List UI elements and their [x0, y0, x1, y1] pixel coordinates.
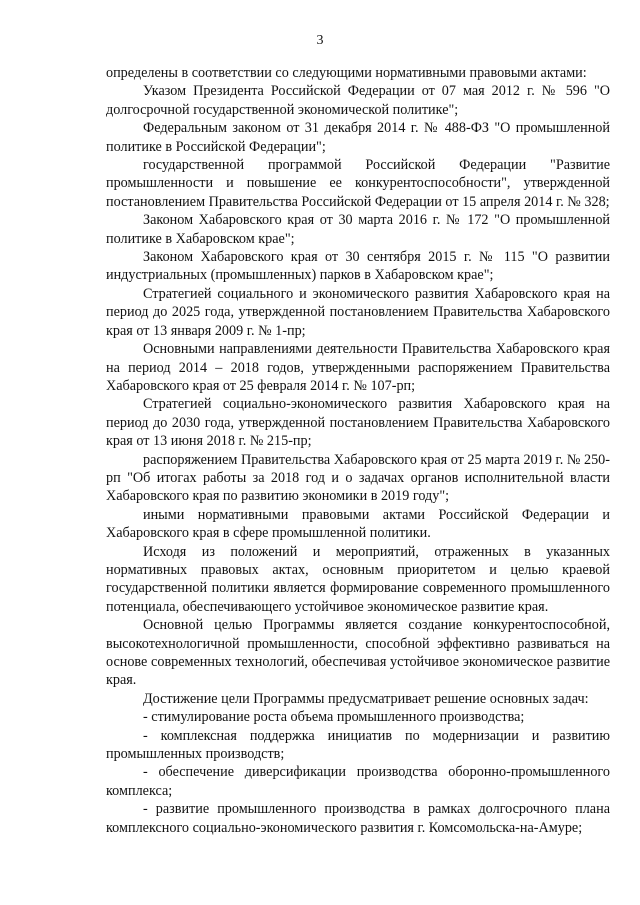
- paragraph: Основными направлениями деятельности Правительства Хабаровского края на период 2014 – 2018 годов, утвержденными распоряжением Правительства Хабаровского края от 25 февраля 2014 г. № 107-рп;: [106, 341, 610, 394]
- list-item: - обеспечение диверсификации производства оборонно-промышленного комплекса;: [106, 764, 610, 799]
- paragraph: Федеральным законом от 31 декабря 2014 г. № 488-ФЗ "О промышленной политике в Российской Федерации";: [106, 120, 610, 155]
- paragraph: государственной программой Российской Федерации "Развитие промышленности и повышение ее конкурентоспособности", утвержденной постановлением Правительства Российской Федерации от 15 апреля 2014 г. № 328;: [106, 157, 610, 210]
- paragraph: Законом Хабаровского края от 30 сентября 2015 г. № 115 "О развитии индустриальных (промышленных) парков в Хабаровском крае";: [106, 249, 610, 284]
- list-item: - комплексная поддержка инициатив по модернизации и развитию промышленных производств;: [106, 727, 610, 763]
- page-number: 3: [316, 33, 324, 48]
- paragraph: Законом Хабаровского края от 30 марта 2016 г. № 172 "О промышленной политике в Хабаровском крае";: [106, 212, 610, 247]
- list-item: - стимулирование роста объема промышленного производства;: [143, 709, 525, 726]
- document-body: [106, 64, 610, 837]
- paragraph: определены в соответствии со следующими нормативными правовыми актами:: [106, 65, 587, 81]
- list-item: - развитие промышленного производства в рамках долгосрочного плана комплексного социально-экономического развития г. Комсомольска-на-Амуре;: [106, 801, 610, 836]
- paragraph: Стратегией социально-экономического развития Хабаровского края на период до 2030 года, утвержденной постановлением Правительства Хабаровского края от 13 июня 2018 г. № 215-пр;: [106, 396, 610, 450]
- paragraph: распоряжением Правительства Хабаровского края от 25 марта 2019 г. № 250-рп "Об итогах работы за 2018 год и о задачах органов исполнительной власти Хабаровского края по развитию экономики в 2019 году";: [106, 451, 610, 505]
- paragraph: Исходя из положений и мероприятий, отраженных в указанных нормативных правовых актах, основным приоритетом и целью краевой государственной политики является формирование современного промышленного потенциала, обеспечивающего устойчивое экономическое развитие края.: [106, 543, 610, 615]
- paragraph: Стратегией социального и экономического развития Хабаровского края на период до 2025 года, утвержденной постановлением Правительства Хабаровского края от 13 января 2009 г. № 1-пр;: [106, 285, 610, 339]
- paragraph: Указом Президента Российской Федерации от 07 мая 2012 г. № 596 "О долгосрочной государственной экономической политике";: [106, 83, 610, 118]
- paragraph: Основной целью Программы является создание конкурентоспособной, высокотехнологичной промышленности, способной эффективно развиваться на основе современных технологий, обеспечивая устойчивое экономическое развитие края.: [106, 617, 610, 689]
- paragraph: иными нормативными правовыми актами Российской Федерации и Хабаровского края в сфере промышленной политики.: [106, 506, 610, 542]
- paragraph: Достижение цели Программы предусматривает решение основных задач:: [143, 690, 589, 707]
